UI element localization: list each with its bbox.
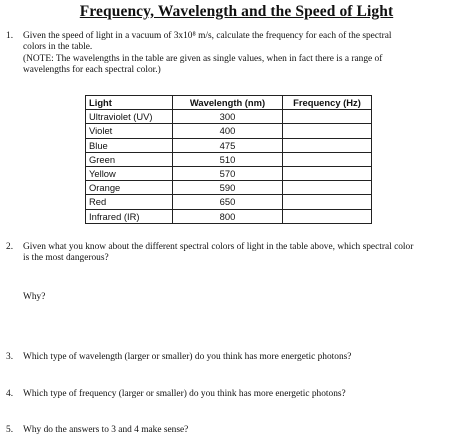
page-title: Frequency, Wavelength and the Speed of Light xyxy=(79,3,394,20)
frequency-cell[interactable] xyxy=(283,138,372,152)
table-row xyxy=(86,195,372,209)
table-row xyxy=(86,152,372,166)
wavelength-cell: 650 xyxy=(173,195,283,209)
wavelength-cell: 570 xyxy=(173,166,283,180)
question-2 xyxy=(23,242,468,265)
table-row xyxy=(86,209,372,223)
frequency-cell[interactable] xyxy=(283,152,372,166)
table-header-row xyxy=(86,96,372,110)
question-5: Why do the answers to 3 and 4 make sense? xyxy=(23,425,189,435)
question-2-line-2: is the most dangerous? xyxy=(23,253,109,264)
light-cell: Yellow xyxy=(86,166,173,180)
light-cell: Green xyxy=(86,152,173,166)
header-frequency: Frequency (Hz) xyxy=(283,96,372,110)
table-row xyxy=(86,138,372,152)
question-1 xyxy=(23,31,468,77)
wavelength-cell: 800 xyxy=(173,209,283,223)
wavelength-cell: 300 xyxy=(173,110,283,124)
wavelength-cell: 400 xyxy=(173,124,283,138)
frequency-cell[interactable] xyxy=(283,110,372,124)
header-light: Light xyxy=(86,96,173,110)
table-row xyxy=(86,124,372,138)
wavelength-cell: 475 xyxy=(173,138,283,152)
frequency-cell[interactable] xyxy=(283,195,372,209)
frequency-cell[interactable] xyxy=(283,166,372,180)
question-1-note-line-1: (NOTE: The wavelengths in the table are given as single values, when in fact there is a range of xyxy=(23,53,383,64)
question-2-line-1: Given what you know about the different spectral colors of light in the table above, which spectral color xyxy=(23,242,414,252)
question-4: Which type of frequency (larger or smaller) do you think has more energetic photons? xyxy=(23,389,346,399)
question-5-number: 5. xyxy=(6,425,14,435)
spectral-table xyxy=(85,95,372,224)
light-cell: Blue xyxy=(86,138,173,152)
light-cell: Orange xyxy=(86,181,173,195)
table-row xyxy=(86,166,372,180)
wavelength-cell: 510 xyxy=(173,152,283,166)
table-row xyxy=(86,110,372,124)
wavelength-cell: 590 xyxy=(173,181,283,195)
question-3: Which type of wavelength (larger or smaller) do you think has more energetic photons? xyxy=(23,352,352,362)
frequency-cell[interactable] xyxy=(283,181,372,195)
question-1-line-2: colors in the table. xyxy=(23,42,93,53)
frequency-cell[interactable] xyxy=(283,124,372,138)
question-2-number: 2. xyxy=(6,242,14,252)
light-cell: Ultraviolet (UV) xyxy=(86,110,173,124)
question-4-number: 4. xyxy=(6,389,14,399)
header-wavelength: Wavelength (nm) xyxy=(173,96,283,110)
question-1-line-1: Given the speed of light in a vacuum of 3x10⁸ m/s, calculate the frequency for each of the spectral xyxy=(23,31,392,41)
light-cell: Infrared (IR) xyxy=(86,209,173,223)
light-cell: Red xyxy=(86,195,173,209)
question-3-number: 3. xyxy=(6,352,14,362)
light-cell: Violet xyxy=(86,124,173,138)
frequency-cell[interactable] xyxy=(283,209,372,223)
question-1-number: 1. xyxy=(6,31,14,41)
question-2-why: Why? xyxy=(23,292,46,302)
question-1-note-line-2: wavelengths for each spectral color.) xyxy=(23,65,161,76)
table-row xyxy=(86,181,372,195)
